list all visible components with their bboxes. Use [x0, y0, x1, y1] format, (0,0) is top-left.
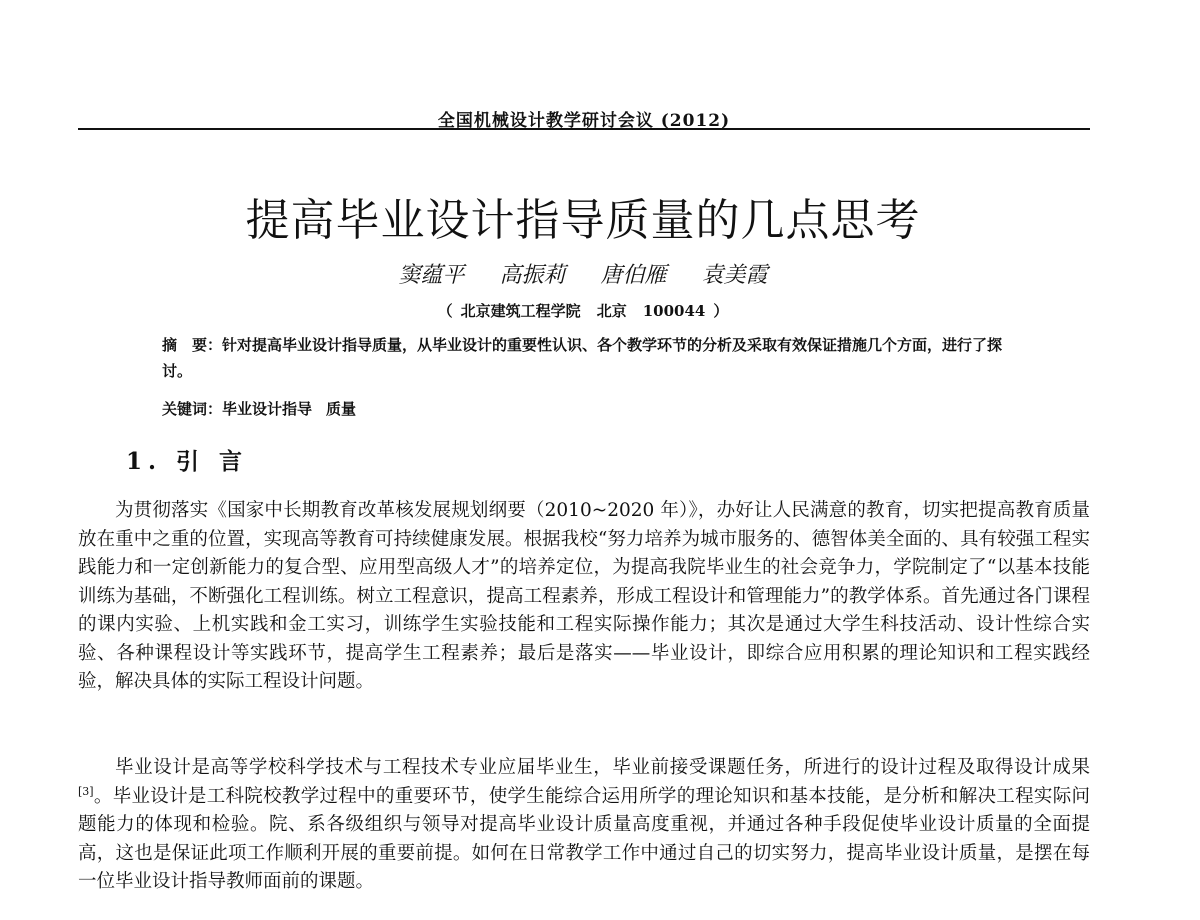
keywords-label: 关键词： [162, 400, 223, 418]
citation-ref: [3] [78, 784, 94, 798]
keyword: 质量 [326, 400, 357, 418]
conference-header: 全国机械设计教学研讨会议 (2012) [437, 111, 731, 131]
paragraph-text-part: 。毕业设计是工科院校教学过程中的重要环节，使学生能综合运用所学的理论知识和基本技能，是分析和解决工程实际问题能力的体现和检验。院、系各级组织与领导对提高毕业设计质量高度重视，并通过各种手段促使毕业设计质量的全面提高，这也是保证此项工作顺利开展的重要前提。如何在日常教学工作中通过自己的切实努力，提高毕业设计质量，是摆在每一位毕业设计指导教师面前的课题。 [78, 785, 1090, 892]
paragraph-text: 为贯彻落实《国家中长期教育改革核发展规划纲要（2010~2020 年）》，办好让人民满意的教育，切实把提高教育质量放在重中之重的位置，实现高等教育可持续健康发展。根据我校“努力培养为城市服务的、德智体美全面的、具有较强工程实践能力和一定创新能力的复合型、应用型高级人才”的培养定位，为提高我院毕业生的社会竞争力，学院制定了“以基本技能训练为基础，不断强化工程训练。树立工程意识，提高工程素养，形成工程设计和管理能力”的教学体系。首先通过各门课程的课内实验、上机实践和金工实习，训练学生实验技能和工程实际操作能力；其次是通过大学生科技活动、设计性综合实验、各种课程设计等实践环节，提高学生工程素养；最后是落实——毕业设计，即综合应用积累的理论知识和工程实践经验，解决具体的实际工程设计问题。 [78, 500, 1090, 692]
paragraph-text-part: 毕业设计是高等学校科学技术与工程技术专业应届毕业生，毕业前接受课题任务，所进行的设计过程及取得设计成果 [115, 757, 1090, 778]
author-name: 高振莉 [499, 263, 566, 288]
author-list [0, 258, 1166, 289]
paper-title: 提高毕业设计指导质量的几点思考 [245, 195, 921, 246]
body-paragraph-1 [78, 497, 1090, 697]
section-heading [126, 443, 248, 476]
affiliation-institution: 北京建筑工程学院 [460, 302, 581, 320]
affiliation-close: ） [713, 302, 729, 320]
author-name: 窦蕴平 [398, 263, 465, 288]
abstract-text: 针对提高毕业设计指导质量，从毕业设计的重要性认识、各个教学环节的分析及采取有效保证措施几个方面，进行了探讨。 [162, 336, 1003, 380]
abstract-label: 摘 要： [162, 336, 223, 354]
paragraph-text [78, 754, 1090, 897]
keywords [162, 398, 1022, 419]
affiliation-open: （ [437, 302, 453, 320]
section-number: 1. [126, 448, 163, 475]
header-rule [78, 128, 1090, 130]
keyword: 毕业设计指导 [222, 400, 313, 418]
affiliation-city: 北京 [596, 302, 627, 320]
section-title: 引 言 [176, 448, 249, 475]
body-paragraph-2 [78, 754, 1090, 897]
author-name: 唐伯雁 [600, 263, 667, 288]
abstract [162, 332, 1022, 384]
affiliation-postcode: 100044 [642, 302, 706, 320]
author-name: 袁美霞 [701, 263, 768, 288]
affiliation [0, 300, 1166, 321]
